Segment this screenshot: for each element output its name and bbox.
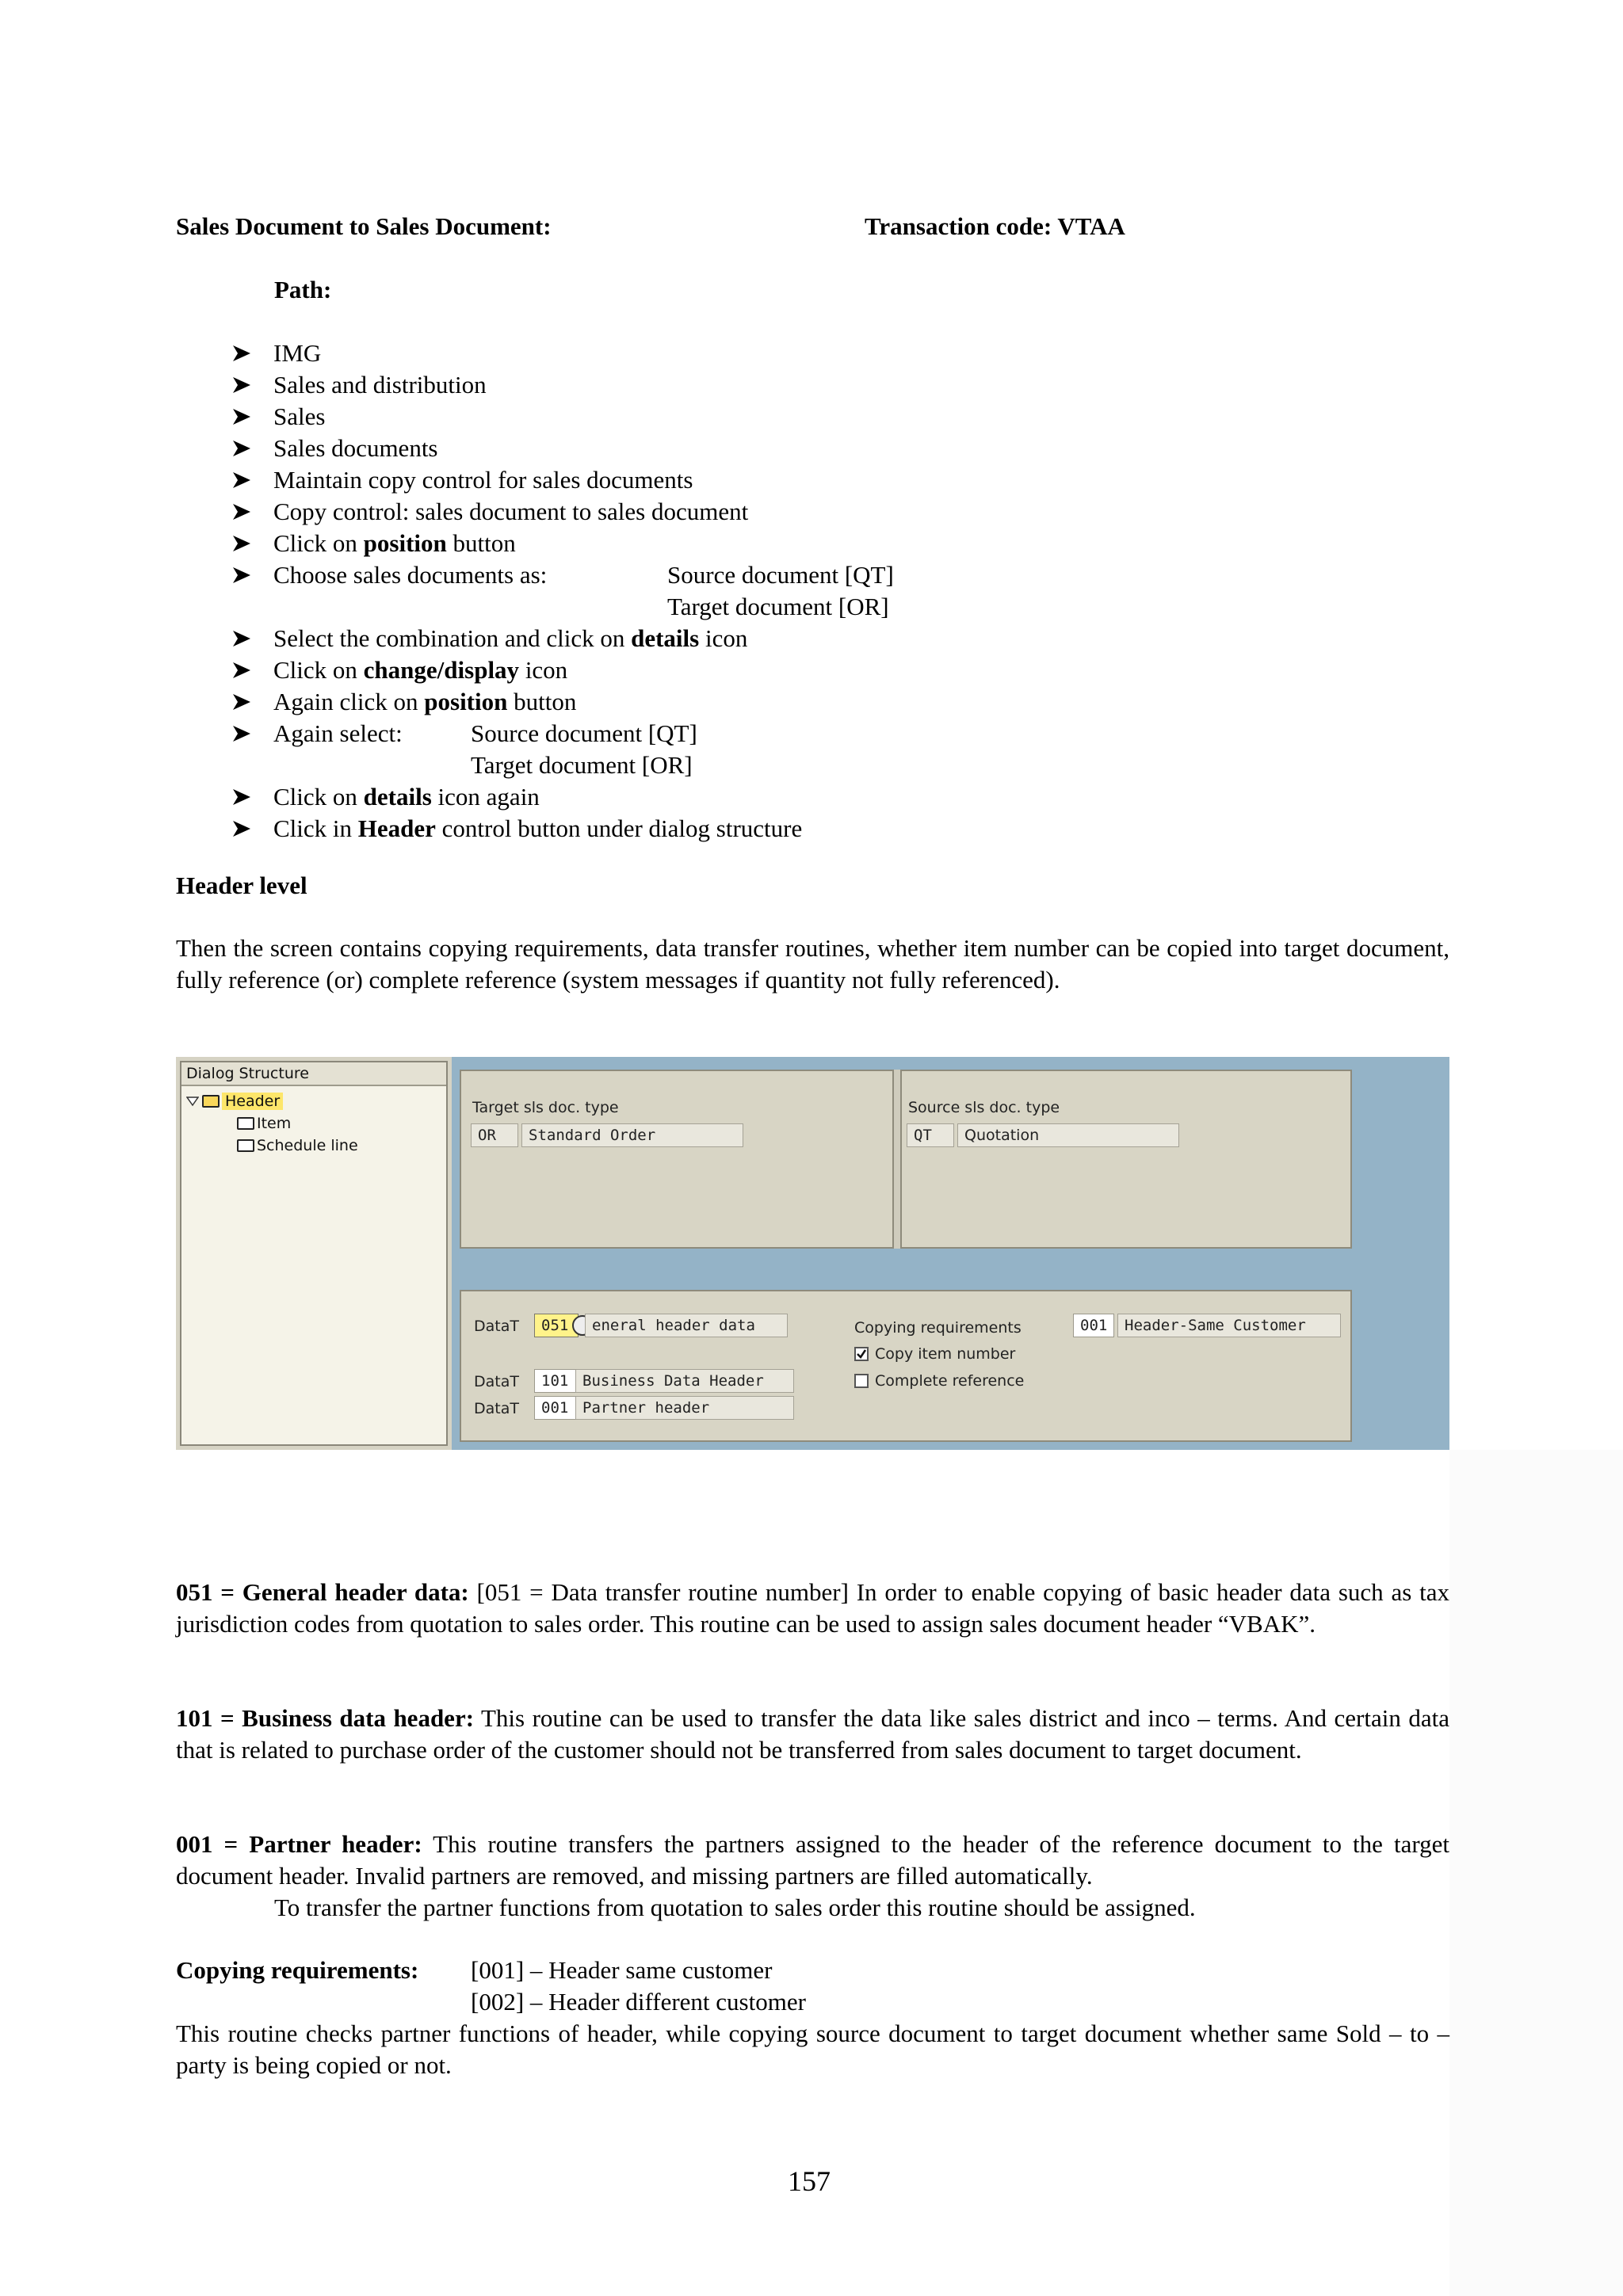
copying-requirements-heading: Copying requirements: [176, 1956, 419, 1984]
path-step-text: Click on details icon again [273, 783, 540, 810]
sap-screenshot [176, 1057, 1449, 1450]
arrow-bullet-icon [231, 623, 255, 654]
intro-paragraph [176, 933, 1449, 996]
arrow-bullet-icon [231, 718, 255, 749]
copying-requirements-text: This routine checks partner functions of header, while copying source document to target document whether same Sold – to – party is being copied or not. [176, 2019, 1449, 2079]
path-step-text: Sales [273, 402, 326, 430]
source-doc-type-code: QT [907, 1123, 954, 1147]
target-document-choice: Target document [OR] [667, 593, 889, 620]
datat-code-001[interactable]: 001 [534, 1396, 579, 1420]
tree-label-item: Item [257, 1115, 292, 1132]
arrow-bullet-icon [231, 338, 255, 369]
path-step-text: Choose sales documents as: [273, 561, 548, 589]
term-051: 051 = General header data: [176, 1578, 469, 1606]
path-step-text: Sales documents [273, 434, 438, 462]
folder-icon [237, 1139, 254, 1152]
target-doc-box [460, 1070, 894, 1249]
copy-item-number-checkbox[interactable] [854, 1347, 869, 1361]
datat-desc-101: Business Data Header [575, 1369, 794, 1393]
tree-label-header: Header [222, 1093, 283, 1110]
term-001: 001 = Partner header: [176, 1830, 422, 1858]
path-step-text: Click on change/display icon [273, 656, 568, 684]
folder-icon [237, 1117, 254, 1130]
dialog-structure-pane [176, 1057, 452, 1450]
tree-node-item[interactable] [237, 1113, 291, 1134]
target-doc-type-desc: Standard Order [521, 1123, 743, 1147]
datat-label: DataT [474, 1373, 519, 1390]
source-document-choice: Source document [QT] [667, 561, 894, 589]
datat-label: DataT [474, 1400, 519, 1417]
complete-reference-checkbox[interactable] [854, 1374, 869, 1388]
copying-requirements-label: Copying requirements [854, 1319, 1022, 1337]
folder-open-icon [202, 1095, 220, 1108]
arrow-bullet-icon [231, 433, 255, 464]
arrow-bullet-icon [231, 496, 255, 528]
definition-101: This routine can be used to transfer the data like sales district and inco – terms. And certain data that is related to purchase order of the customer should not be transferred from sales document to target document. [176, 1704, 1449, 1764]
arrow-bullet-icon [231, 464, 255, 496]
intro-paragraph-text: Then the screen contains copying requirements, data transfer routines, whether item number can be copied into target document, fully reference (or) complete reference (system messages if quantity not fully referenced). [176, 934, 1449, 994]
datat-code-051[interactable]: 051 [534, 1314, 579, 1337]
path-step-text: Copy control: sales document to sales document [273, 498, 749, 525]
paragraph-001 [176, 1829, 1449, 1892]
arrow-bullet-icon [231, 686, 255, 718]
arrow-bullet-icon [231, 369, 255, 401]
copying-option-001: [001] – Header same customer [471, 1956, 773, 1984]
path-step-text: Maintain copy control for sales documents [273, 466, 693, 494]
tree-node-header[interactable] [186, 1091, 283, 1112]
arrow-bullet-icon [231, 528, 255, 559]
arrow-bullet-icon [231, 813, 255, 845]
paragraph-001-note: To transfer the partner functions from quotation to sales order this routine should be assigned. [274, 1894, 1196, 1921]
dialog-structure-title: Dialog Structure [181, 1062, 446, 1086]
section-heading: Sales Document to Sales Document: [176, 212, 552, 240]
paragraph-051 [176, 1577, 1449, 1640]
tree-node-schedule-line[interactable] [237, 1135, 358, 1156]
source-doc-type-desc: Quotation [957, 1123, 1179, 1147]
copy-item-number-label: Copy item number [875, 1345, 1016, 1363]
source-document-choice: Source document [QT] [471, 719, 697, 747]
path-step-text: Select the combination and click on details icon [273, 624, 748, 652]
transaction-code: Transaction code: VTAA [865, 212, 1125, 240]
datat-label: DataT [474, 1318, 519, 1335]
datat-desc-001: Partner header [575, 1396, 794, 1420]
path-step-text: Click in Header control button under dialog structure [273, 814, 803, 842]
paragraph-101 [176, 1703, 1449, 1766]
copying-requirements-paragraph [176, 2018, 1449, 2081]
path-step-text: IMG [273, 339, 322, 367]
arrow-bullet-icon [231, 781, 255, 813]
source-doc-box [900, 1070, 1352, 1249]
tree-label-schedule-line: Schedule line [257, 1137, 358, 1154]
arrow-bullet-icon [231, 401, 255, 433]
path-label: Path: [274, 276, 332, 303]
source-doc-type-label: Source sls doc. type [908, 1099, 1060, 1116]
path-step-text: Click on position button [273, 529, 516, 557]
arrow-bullet-icon [231, 654, 255, 686]
copying-requirements-code[interactable]: 001 [1073, 1314, 1114, 1337]
datat-code-101[interactable]: 101 [534, 1369, 579, 1393]
definition-051: [051 = Data transfer routine number] In order to enable copying of basic header data such as tax jurisdiction codes from quotation to sales order. This routine can be used to assign sales document header “VBAK”. [176, 1578, 1449, 1638]
expand-triangle-icon[interactable] [186, 1096, 199, 1107]
target-doc-type-code: OR [471, 1123, 518, 1147]
path-step-text: Again click on position button [273, 688, 577, 715]
copying-requirements-desc: Header-Same Customer [1117, 1314, 1341, 1337]
header-level-heading: Header level [176, 871, 307, 899]
copying-option-002: [002] – Header different customer [471, 1988, 806, 2016]
path-step-text: Sales and distribution [273, 371, 487, 399]
definition-001: This routine transfers the partners assigned to the header of the reference document to the target document header. Invalid partners are removed, and missing partners are filled automatically. [176, 1830, 1449, 1890]
arrow-bullet-icon [231, 559, 255, 591]
datat-desc-051: eneral header data [585, 1314, 788, 1337]
page-number: 157 [788, 2165, 831, 2197]
checkmark-icon [856, 1348, 867, 1360]
complete-reference-label: Complete reference [875, 1372, 1025, 1390]
term-101: 101 = Business data header: [176, 1704, 475, 1732]
target-doc-type-label: Target sls doc. type [472, 1099, 619, 1116]
path-step-text: Again select: [273, 719, 403, 747]
target-document-choice: Target document [OR] [471, 751, 693, 779]
